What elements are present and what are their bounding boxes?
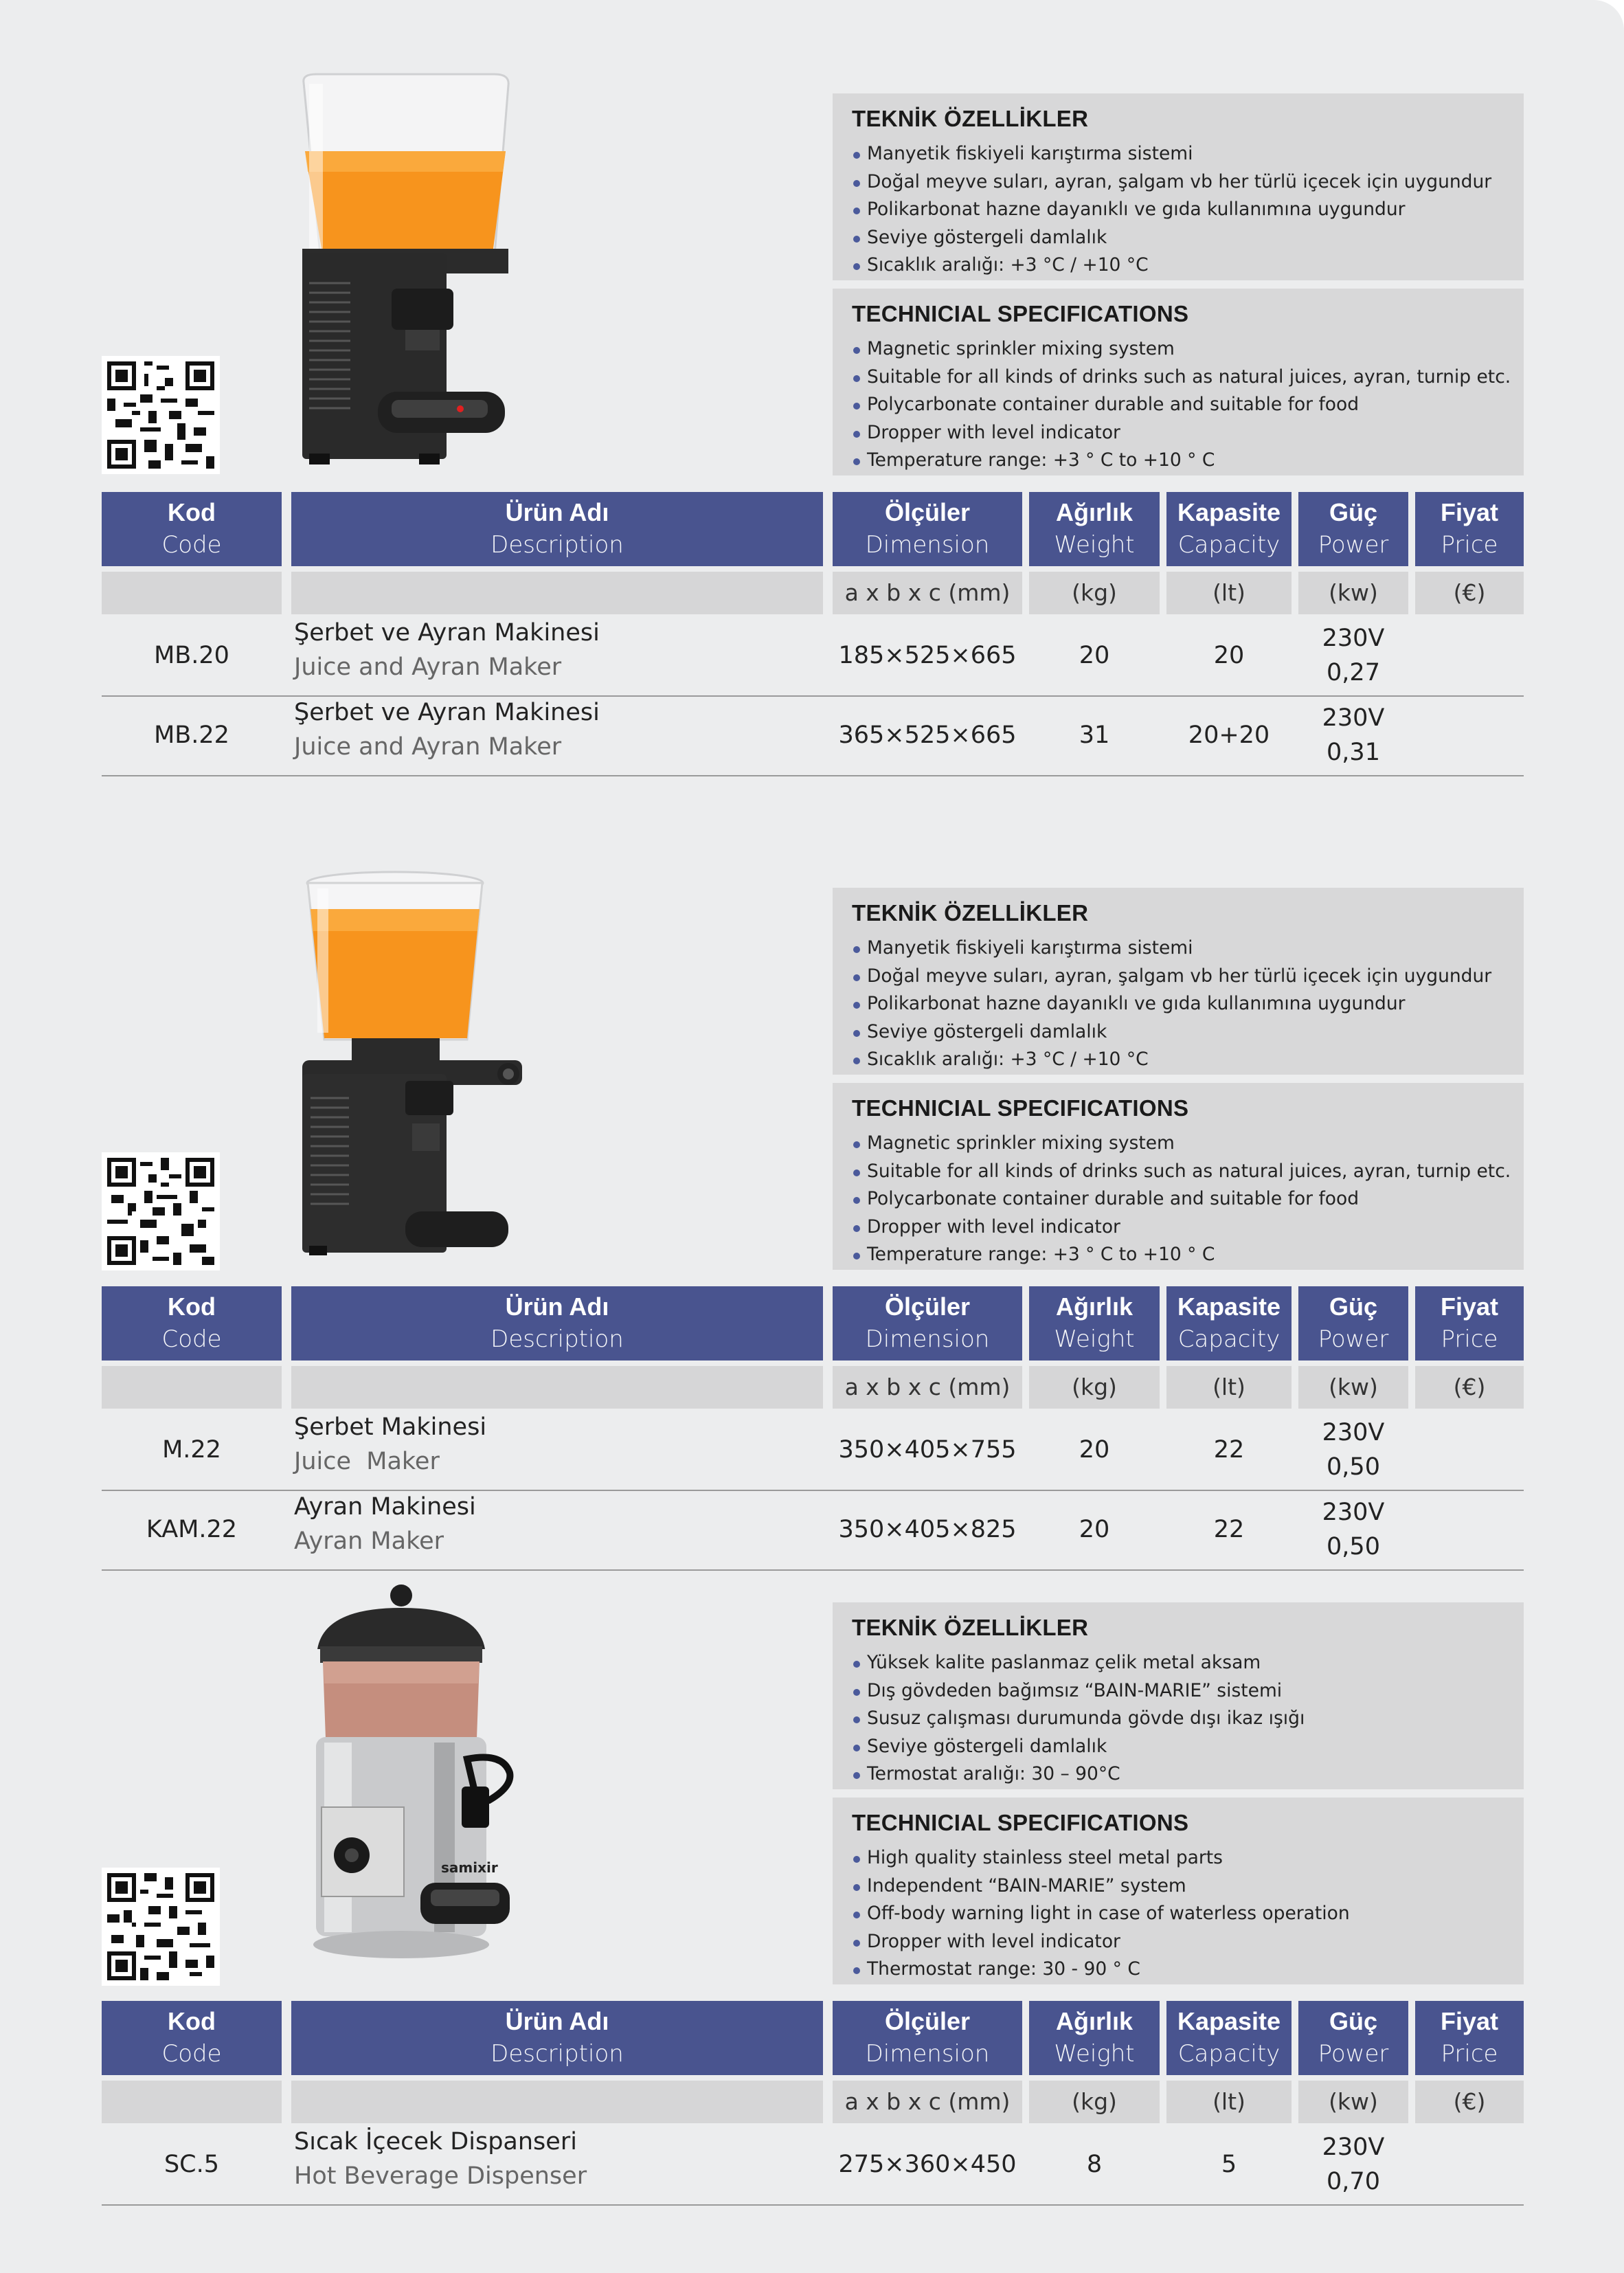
hot-beverage-dispenser-image bbox=[297, 1580, 537, 1972]
qr-code bbox=[102, 1868, 220, 1986]
spec-item: Thermostat range: 30 - 90 ° C bbox=[852, 1956, 1524, 1984]
spec-item: Independent “BAIN-MARIE” system bbox=[852, 1872, 1524, 1901]
unit-dimension: a x b x c (mm) bbox=[833, 2081, 1022, 2123]
spec-item: Magnetic sprinkler mixing system bbox=[852, 1130, 1524, 1158]
row-description bbox=[291, 1410, 826, 1490]
row-code: MB.20 bbox=[154, 642, 229, 669]
row-description bbox=[291, 1490, 826, 1569]
spec-item: Dış gövdeden bağımsız “BAIN-MARIE” sistemi bbox=[852, 1677, 1524, 1705]
row-weight: 31 bbox=[1079, 721, 1110, 749]
row-weight: 8 bbox=[1086, 2151, 1103, 2178]
spec-item: Magnetic sprinkler mixing system bbox=[852, 335, 1524, 363]
header-code: Kod Code bbox=[102, 2001, 282, 2075]
unit-price: (€) bbox=[1415, 1366, 1524, 1409]
unit-weight: (kg) bbox=[1029, 1366, 1160, 1409]
row-code: MB.22 bbox=[154, 721, 229, 749]
header-weight: Ağırlık Weight bbox=[1029, 1286, 1160, 1361]
spec-box-tr bbox=[833, 888, 1524, 1075]
row-voltage: 230V bbox=[1322, 1499, 1385, 1526]
spec-title-en: TECHNICIAL SPECIFICATIONS bbox=[852, 301, 1189, 326]
row-power bbox=[1298, 616, 1408, 695]
header-capacity: Kapasite Capacity bbox=[1166, 2001, 1292, 2075]
table-row bbox=[102, 695, 1524, 776]
row-name-tr: Sıcak İçecek Dispanseri bbox=[294, 2128, 577, 2156]
unit-code bbox=[102, 2081, 282, 2123]
spec-title-tr: TEKNİK ÖZELLİKLER bbox=[852, 1615, 1089, 1640]
row-code: SC.5 bbox=[163, 2151, 220, 2178]
spec-item: Seviye göstergeli damlalık bbox=[852, 1733, 1524, 1761]
header-capacity: Kapasite Capacity bbox=[1166, 492, 1292, 566]
row-capacity: 20 bbox=[1213, 642, 1245, 669]
unit-price: (€) bbox=[1415, 572, 1524, 614]
row-power-kw: 0,27 bbox=[1327, 659, 1380, 686]
spec-item: Doğal meyve suları, ayran, şalgam vb her türlü içecek için uygundur bbox=[852, 168, 1524, 197]
row-voltage: 230V bbox=[1322, 625, 1385, 652]
unit-capacity: (lt) bbox=[1166, 2081, 1292, 2123]
table-row bbox=[102, 1490, 1524, 1571]
spec-item: Suitable for all kinds of drinks such as natural juices, ayran, turnip etc. bbox=[852, 363, 1524, 392]
row-name-tr: Şerbet ve Ayran Makinesi bbox=[294, 699, 600, 726]
row-description bbox=[291, 2125, 826, 2204]
unit-code bbox=[102, 572, 282, 614]
spec-item: Seviye göstergeli damlalık bbox=[852, 1018, 1524, 1046]
unit-code bbox=[102, 1366, 282, 1409]
spec-item: Off-body warning light in case of waterless operation bbox=[852, 1900, 1524, 1928]
row-power bbox=[1298, 1490, 1408, 1569]
row-name-en: Ayran Maker bbox=[294, 1527, 444, 1555]
qr-code bbox=[102, 1152, 220, 1270]
header-capacity: Kapasite Capacity bbox=[1166, 1286, 1292, 1361]
spec-item: Polycarbonate container durable and suitable for food bbox=[852, 391, 1524, 419]
spec-title-tr: TEKNİK ÖZELLİKLER bbox=[852, 900, 1089, 926]
unit-description bbox=[291, 1366, 823, 1409]
unit-capacity: (lt) bbox=[1166, 572, 1292, 614]
row-name-tr: Şerbet ve Ayran Makinesi bbox=[294, 619, 600, 647]
spec-title-en: TECHNICIAL SPECIFICATIONS bbox=[852, 1095, 1189, 1121]
brand-logo: samixir bbox=[441, 1859, 498, 1876]
row-power bbox=[1298, 1410, 1408, 1490]
row-price bbox=[1415, 2125, 1524, 2204]
spec-item: High quality stainless steel metal parts bbox=[852, 1844, 1524, 1872]
spec-box-tr bbox=[833, 1602, 1524, 1789]
row-power bbox=[1298, 695, 1408, 775]
header-code: Kod Code bbox=[102, 492, 282, 566]
unit-power: (kw) bbox=[1298, 2081, 1408, 2123]
header-description: Ürün Adı Description bbox=[291, 1286, 823, 1361]
row-voltage: 230V bbox=[1322, 1419, 1385, 1446]
qr-code-pattern bbox=[107, 1158, 214, 1265]
header-price: Fiyat Price bbox=[1415, 492, 1524, 566]
row-price bbox=[1415, 1410, 1524, 1490]
row-name-en: Hot Beverage Dispenser bbox=[294, 2162, 587, 2190]
spec-title-en: TECHNICIAL SPECIFICATIONS bbox=[852, 1810, 1189, 1835]
unit-price: (€) bbox=[1415, 2081, 1524, 2123]
row-description bbox=[291, 616, 826, 695]
spec-item: Manyetik fiskiyeli karıştırma sistemi bbox=[852, 934, 1524, 963]
spec-item: Yüksek kalite paslanmaz çelik metal aksam bbox=[852, 1649, 1524, 1677]
qr-code-pattern bbox=[107, 1873, 214, 1980]
row-weight: 20 bbox=[1079, 642, 1110, 669]
spec-item: Suitable for all kinds of drinks such as natural juices, ayran, turnip etc. bbox=[852, 1158, 1524, 1186]
unit-capacity: (lt) bbox=[1166, 1366, 1292, 1409]
row-code: KAM.22 bbox=[146, 1516, 238, 1543]
product-table bbox=[102, 492, 1524, 775]
product-table bbox=[102, 2001, 1524, 2207]
header-dimension: Ölçüler Dimension bbox=[833, 1286, 1022, 1361]
row-name-en: Juice and Ayran Maker bbox=[294, 653, 562, 681]
header-description: Ürün Adı Description bbox=[291, 2001, 823, 2075]
spec-box-tr bbox=[833, 93, 1524, 280]
table-row bbox=[102, 2125, 1524, 2206]
unit-weight: (kg) bbox=[1029, 2081, 1160, 2123]
spec-item: Polikarbonat hazne dayanıklı ve gıda kullanımına uygundur bbox=[852, 990, 1524, 1018]
row-power-kw: 0,31 bbox=[1327, 739, 1380, 766]
unit-description bbox=[291, 572, 823, 614]
row-price bbox=[1415, 1490, 1524, 1569]
row-name-tr: Ayran Makinesi bbox=[294, 1493, 476, 1521]
row-dimension: 185×525×665 bbox=[838, 642, 1017, 669]
header-dimension: Ölçüler Dimension bbox=[833, 492, 1022, 566]
table-row bbox=[102, 616, 1524, 697]
spec-item: Temperature range: +3 ° C to +10 ° C bbox=[852, 1241, 1524, 1269]
unit-power: (kw) bbox=[1298, 1366, 1408, 1409]
spec-item: Dropper with level indicator bbox=[852, 1928, 1524, 1956]
row-capacity: 22 bbox=[1213, 1516, 1245, 1543]
spec-box-en bbox=[833, 1798, 1524, 1984]
row-weight: 20 bbox=[1079, 1436, 1110, 1464]
header-price: Fiyat Price bbox=[1415, 1286, 1524, 1361]
product-table bbox=[102, 1286, 1524, 1569]
qr-code bbox=[102, 356, 220, 474]
row-power-kw: 0,70 bbox=[1327, 2168, 1380, 2195]
qr-code-pattern bbox=[107, 361, 214, 469]
row-description bbox=[291, 695, 826, 775]
spec-item: Manyetik fiskiyeli karıştırma sistemi bbox=[852, 140, 1524, 168]
row-voltage: 230V bbox=[1322, 2134, 1385, 2161]
spec-item: Seviye göstergeli damlalık bbox=[852, 224, 1524, 252]
unit-description bbox=[291, 2081, 823, 2123]
spec-item: Termostat aralığı: 30 – 90°C bbox=[852, 1760, 1524, 1789]
header-power: Güç Power bbox=[1298, 2001, 1408, 2075]
spec-item: Polycarbonate container durable and suitable for food bbox=[852, 1185, 1524, 1213]
row-price bbox=[1415, 616, 1524, 695]
row-power-kw: 0,50 bbox=[1327, 1453, 1380, 1481]
row-price bbox=[1415, 695, 1524, 775]
spec-item: Dropper with level indicator bbox=[852, 1213, 1524, 1242]
row-dimension: 275×360×450 bbox=[838, 2151, 1017, 2178]
spec-item: Doğal meyve suları, ayran, şalgam vb her türlü içecek için uygundur bbox=[852, 963, 1524, 991]
spec-item: Polikarbonat hazne dayanıklı ve gıda kullanımına uygundur bbox=[852, 196, 1524, 224]
row-power-kw: 0,50 bbox=[1327, 1533, 1380, 1560]
row-code: M.22 bbox=[162, 1436, 221, 1464]
header-dimension: Ölçüler Dimension bbox=[833, 2001, 1022, 2075]
spec-item: Susuz çalışması durumunda gövde dışı ikaz ışığı bbox=[852, 1705, 1524, 1733]
spec-box-en bbox=[833, 1083, 1524, 1270]
juice-dispenser-image bbox=[289, 69, 522, 474]
row-dimension: 365×525×665 bbox=[838, 721, 1017, 749]
spec-title-tr: TEKNİK ÖZELLİKLER bbox=[852, 106, 1089, 131]
header-weight: Ağırlık Weight bbox=[1029, 492, 1160, 566]
row-name-tr: Şerbet Makinesi bbox=[294, 1413, 487, 1441]
header-power: Güç Power bbox=[1298, 1286, 1408, 1361]
row-name-en: Juice Maker bbox=[294, 1448, 440, 1475]
unit-dimension: a x b x c (mm) bbox=[833, 1366, 1022, 1409]
spec-box-en bbox=[833, 289, 1524, 475]
header-code: Kod Code bbox=[102, 1286, 282, 1361]
header-price: Fiyat Price bbox=[1415, 2001, 1524, 2075]
row-dimension: 350×405×755 bbox=[838, 1436, 1017, 1464]
spec-item: Temperature range: +3 ° C to +10 ° C bbox=[852, 447, 1524, 475]
row-name-en: Juice and Ayran Maker bbox=[294, 733, 562, 761]
row-capacity: 20+20 bbox=[1188, 721, 1270, 749]
row-capacity: 22 bbox=[1213, 1436, 1245, 1464]
row-dimension: 350×405×825 bbox=[838, 1516, 1017, 1543]
row-voltage: 230V bbox=[1322, 704, 1385, 732]
juice-dispenser-image bbox=[302, 868, 529, 1266]
spec-item: Sıcaklık aralığı: +3 °C / +10 °C bbox=[852, 1046, 1524, 1074]
spec-item: Dropper with level indicator bbox=[852, 419, 1524, 447]
header-description: Ürün Adı Description bbox=[291, 492, 823, 566]
table-row bbox=[102, 1410, 1524, 1491]
unit-weight: (kg) bbox=[1029, 572, 1160, 614]
spec-item: Sıcaklık aralığı: +3 °C / +10 °C bbox=[852, 251, 1524, 280]
header-weight: Ağırlık Weight bbox=[1029, 2001, 1160, 2075]
row-capacity: 5 bbox=[1221, 2151, 1237, 2178]
unit-dimension: a x b x c (mm) bbox=[833, 572, 1022, 614]
unit-power: (kw) bbox=[1298, 572, 1408, 614]
header-power: Güç Power bbox=[1298, 492, 1408, 566]
row-power bbox=[1298, 2125, 1408, 2204]
row-weight: 20 bbox=[1079, 1516, 1110, 1543]
